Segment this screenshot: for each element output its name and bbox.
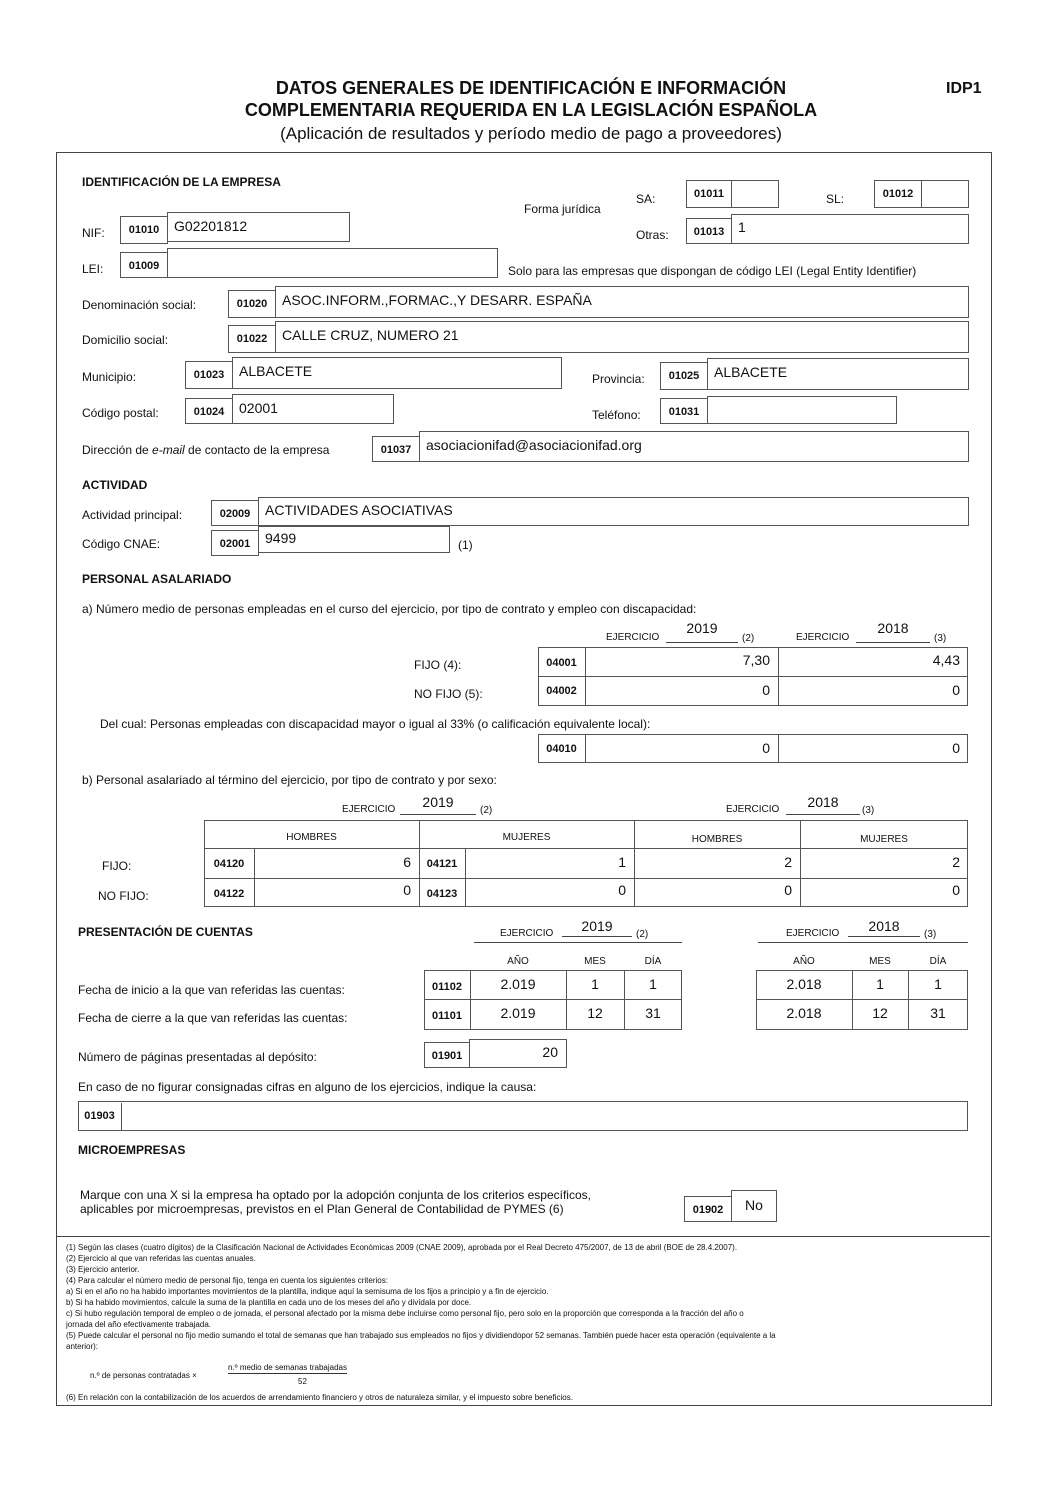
denominacion-code: 01020 (228, 290, 276, 318)
domicilio-code: 01022 (228, 325, 276, 353)
paginas-field[interactable]: 20 (469, 1039, 567, 1068)
nif-code: 01010 (120, 216, 168, 244)
footnote-4c-cont: jornada del año efectivamente trabajada. (66, 1320, 211, 1329)
formula-numerator: n.º medio de semanas trabajadas (228, 1363, 347, 1372)
causa-label: En caso de no figurar consignadas cifras en alguno de los ejercicios, indique la causa: (78, 1080, 537, 1094)
nofijo-cur-value[interactable]: 0 (762, 682, 770, 698)
section-cuentas: PRESENTACIÓN DE CUENTAS (78, 925, 253, 939)
mes-header-prev: MES (869, 956, 891, 967)
nofijo-hombres-prev[interactable]: 0 (784, 882, 792, 898)
municipio-code: 01023 (185, 361, 233, 389)
nif-field[interactable]: G02201812 (167, 212, 350, 242)
dia-header-cur: DÍA (644, 956, 662, 967)
fijo-hombres-cur[interactable]: 6 (403, 854, 411, 870)
personal-a-text: a) Número medio de personas empleadas en el curso del ejercicio, por tipo de contrato y empleo con discapacidad: (82, 602, 697, 616)
micro-text-line1: Marque con una X si la empresa ha optado por la adopción conjunta de los criterios específicos, (80, 1188, 591, 1202)
fijo-mujeres-prev[interactable]: 2 (952, 854, 960, 870)
actividad-principal-field[interactable]: ACTIVIDADES ASOCIATIVAS (258, 497, 969, 526)
nofijo-label: NO FIJO (5): (414, 687, 483, 701)
causa-field[interactable] (78, 1101, 968, 1131)
fecha-inicio-code: 01102 (432, 981, 462, 993)
nofijo-mujeres-cur[interactable]: 0 (618, 882, 626, 898)
lei-label: LEI: (82, 262, 104, 276)
footnote-5: (5) Puede calcular el personal no fijo medio sumando el total de semanas que han trabajado sus empleados no fijos y dividiendopor 52 semanas. También puede hacer esta operación (equivalente a la (66, 1331, 776, 1340)
ano-header-cur: AÑO (507, 956, 529, 967)
fijo-label: FIJO (4): (414, 658, 462, 672)
ejercicio-year-cur: 2019 (666, 620, 738, 643)
personal-b-text: b) Personal asalariado al término del ejercicio, por tipo de contrato y por sexo: (82, 773, 497, 787)
code-04122: 04122 (213, 888, 245, 900)
fijo-code: 04001 (546, 657, 577, 669)
fecha-inicio-ano-cur[interactable]: 2.019 (500, 976, 536, 992)
codigo-postal-label: Código postal: (82, 406, 159, 420)
footnote-2: (2) Ejercicio al que van referidas las cuentas anuales. (66, 1254, 256, 1263)
hombres-header-cur: HOMBRES (286, 832, 337, 843)
footnote-5-cont: anterior): (66, 1342, 99, 1351)
forma-juridica-label: Forma jurídica (524, 202, 601, 216)
form-subtitle: (Aplicación de resultados y período medio de pago a proveedores) (280, 124, 782, 143)
telefono-label: Teléfono: (592, 408, 641, 422)
fecha-inicio-dia-prev[interactable]: 1 (934, 976, 942, 992)
causa-code: 01903 (78, 1103, 122, 1131)
fecha-inicio-ano-prev[interactable]: 2.018 (786, 976, 822, 992)
fijo-prev-value[interactable]: 4,43 (932, 652, 960, 668)
denominacion-field[interactable]: ASOC.INFORM.,FORMAC.,Y DESARR. ESPAÑA (275, 286, 969, 318)
cnae-label: Código CNAE: (82, 537, 161, 551)
ejercicio-header-b-cur: EJERCICIO 2019 (2) (342, 794, 493, 816)
telefono-code: 01031 (660, 398, 708, 424)
paginas-code: 01901 (424, 1042, 470, 1068)
formula-left: n.º de personas contratadas × (90, 1371, 197, 1380)
codigo-postal-field[interactable]: 02001 (232, 394, 394, 424)
sa-label: SA: (636, 192, 656, 206)
discapacidad-prev-value[interactable]: 0 (952, 740, 960, 756)
formula-denominator: 52 (298, 1377, 307, 1386)
otras-code: 01013 (686, 218, 732, 244)
section-personal: PERSONAL ASALARIADO (82, 572, 232, 586)
form-id: IDP1 (946, 80, 982, 97)
fecha-cierre-label: Fecha de cierre a la que van referidas las cuentas: (78, 1011, 348, 1025)
otras-label: Otras: (636, 228, 669, 242)
cnae-code: 02001 (211, 530, 259, 556)
code-04120: 04120 (213, 858, 245, 870)
email-label: Dirección de e-mail de contacto de la empresa (82, 443, 330, 457)
fecha-cierre-mes-prev[interactable]: 12 (872, 1005, 888, 1021)
fecha-inicio-mes-cur[interactable]: 1 (591, 976, 599, 992)
denominacion-label: Denominación social: (82, 298, 197, 312)
provincia-code: 01025 (660, 362, 708, 390)
sl-code: 01012 (874, 180, 922, 208)
cnae-note: (1) (458, 538, 473, 552)
ano-header-prev: AÑO (793, 956, 815, 967)
sl-field[interactable] (921, 180, 969, 208)
dia-header-prev: DÍA (929, 956, 947, 967)
nofijo-mujeres-prev[interactable]: 0 (952, 882, 960, 898)
footnote-4b: b) Si ha habido movimientos, calcule la suma de la plantilla en cada uno de los meses del año y divídala por doce. (66, 1298, 472, 1307)
codigo-postal-code: 01024 (185, 398, 233, 424)
code-04123: 04123 (426, 888, 458, 900)
nofijo-code: 04002 (546, 685, 577, 697)
cnae-field[interactable]: 9499 (258, 526, 450, 553)
domicilio-label: Domicilio social: (82, 333, 169, 347)
footnotes (66, 1242, 982, 1352)
cuentas-ejercicio-cur: EJERCICIO 2019 (2) (474, 918, 682, 943)
footnote-6: (6) En relación con la contabilización de los acuerdos de arrendamiento financiero y otros de naturaleza similar, y el impuesto sobre beneficios. (66, 1393, 573, 1402)
lei-field[interactable] (167, 248, 498, 278)
nif-label: NIF: (82, 226, 105, 240)
footnote-1: (1) Según las clases (cuatro dígitos) de la Clasificación Nacional de Actividades Económicas 2009 (CNAE 2009), aprobada por el Real Decreto 475/2007, de 13 de abril (BOE de 28.4.2007). (66, 1243, 738, 1252)
sa-field[interactable] (731, 180, 779, 208)
mujeres-header-cur: MUJERES (502, 832, 551, 843)
section-microempresas: MICROEMPRESAS (78, 1143, 186, 1157)
fecha-cierre-code: 01101 (432, 1010, 462, 1022)
municipio-field[interactable]: ALBACETE (232, 357, 562, 389)
actividad-principal-label: Actividad principal: (82, 508, 183, 522)
footnote-4c: c) Si hubo regulación temporal de empleo o de jornada, el personal afectado por la misma debe incluirse como personal fijo, pero solo en la proporción que corresponda a la fracción del año o (66, 1309, 744, 1318)
footnote-4: (4) Para calcular el número medio de personal fijo, tenga en cuenta los siguientes criterios: (66, 1276, 388, 1285)
micro-field[interactable]: No (731, 1190, 777, 1222)
form-title-line1: DATOS GENERALES DE IDENTIFICACIÓN E INFORMACIÓN (275, 78, 787, 98)
b-nofijo-label: NO FIJO: (98, 889, 149, 903)
provincia-field[interactable]: ALBACETE (707, 358, 969, 390)
ejercicio-note-cur: (2) (742, 633, 755, 644)
fecha-inicio-label: Fecha de inicio a la que van referidas las cuentas: (78, 983, 345, 997)
footnote-3: (3) Ejercicio anterior. (66, 1265, 140, 1274)
fijo-cur-value[interactable]: 7,30 (742, 652, 770, 668)
email-field[interactable]: asociacionifad@asociacionifad.org (419, 431, 969, 462)
ejercicio-header-b-prev: EJERCICIO 2018 (3) (726, 794, 875, 816)
telefono-field[interactable] (707, 396, 897, 424)
section-identificacion: IDENTIFICACIÓN DE LA EMPRESA (82, 175, 281, 189)
ejercicio-note-prev: (3) (934, 633, 947, 644)
domicilio-field[interactable]: CALLE CRUZ, NUMERO 21 (275, 321, 969, 353)
discapacidad-code: 04010 (546, 743, 577, 755)
footnote-4a: a) Si en el año no ha habido importantes movimientos de la plantilla, indique aquí la semisuma de los fijos a principio y a fin de ejercicio. (66, 1287, 549, 1296)
fijo-mujeres-cur[interactable]: 1 (618, 854, 626, 870)
fecha-cierre-dia-cur[interactable]: 31 (645, 1005, 661, 1021)
nofijo-prev-value[interactable]: 0 (952, 682, 960, 698)
fecha-inicio-mes-prev[interactable]: 1 (876, 976, 884, 992)
paginas-label: Número de páginas presentadas al depósito: (78, 1050, 317, 1064)
provincia-label: Provincia: (592, 372, 645, 386)
discapacidad-text: Del cual: Personas empleadas con discapacidad mayor o igual al 33% (o calificación equivalente local): (100, 717, 651, 731)
b-fijo-label: FIJO: (102, 859, 132, 873)
ejercicio-year-prev: 2018 (856, 620, 930, 643)
sl-label: SL: (826, 192, 845, 206)
sa-code: 01011 (686, 180, 732, 208)
fecha-inicio-dia-cur[interactable]: 1 (649, 976, 657, 992)
mes-header-cur: MES (584, 956, 606, 967)
actividad-principal-code: 02009 (211, 500, 259, 526)
section-actividad: ACTIVIDAD (82, 478, 148, 492)
micro-text-line2: aplicables por microempresas, previstos en el Plan General de Contabilidad de PYMES (6) (80, 1202, 564, 1216)
micro-code: 01902 (684, 1196, 732, 1222)
mujeres-header-prev: MUJERES (860, 834, 908, 845)
lei-code: 01009 (120, 252, 168, 278)
fecha-cierre-ano-prev[interactable]: 2.018 (786, 1005, 822, 1021)
email-code: 01037 (372, 436, 420, 462)
footnotes-divider (56, 1236, 990, 1237)
discapacidad-cur-value[interactable]: 0 (762, 740, 770, 756)
cuentas-ejercicio-prev: EJERCICIO 2018 (3) (758, 918, 968, 943)
otras-field[interactable]: 1 (731, 214, 969, 244)
ejercicio-header-a (538, 620, 968, 650)
fecha-cierre-dia-prev[interactable]: 31 (930, 1005, 946, 1021)
nofijo-hombres-cur[interactable]: 0 (403, 882, 411, 898)
municipio-label: Municipio: (82, 370, 137, 384)
ejercicio-label: EJERCICIO (606, 632, 660, 643)
lei-note: Solo para las empresas que dispongan de código LEI (Legal Entity Identifier) (508, 264, 917, 278)
fecha-cierre-mes-cur[interactable]: 12 (587, 1005, 603, 1021)
ejercicio-label-prev: EJERCICIO (796, 632, 850, 643)
fijo-hombres-prev[interactable]: 2 (784, 854, 792, 870)
code-04121: 04121 (426, 858, 458, 870)
form-title-line2: COMPLEMENTARIA REQUERIDA EN LA LEGISLACIÓN ESPAÑOLA (244, 100, 818, 120)
hombres-header-prev: HOMBRES (691, 834, 743, 845)
fecha-cierre-ano-cur[interactable]: 2.019 (500, 1005, 536, 1021)
